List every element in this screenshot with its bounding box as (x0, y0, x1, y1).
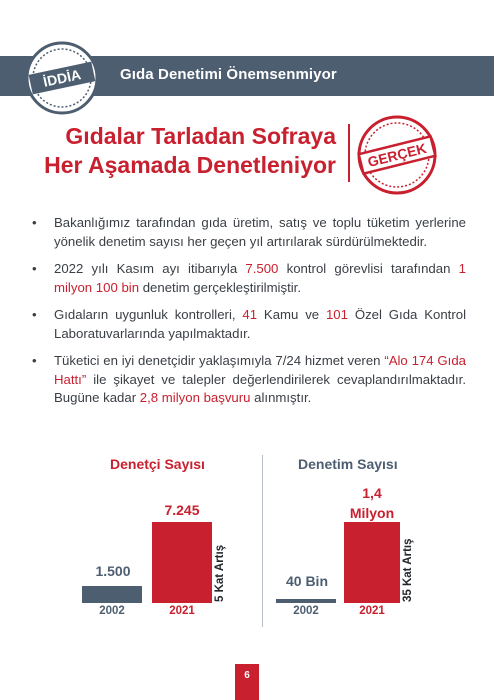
chart1-title: Denetçi Sayısı (110, 456, 205, 472)
highlight-inspectors: 7.500 (245, 261, 279, 276)
bullet-text: ile şikayet ve talepler değerlendirilerek cevaplandırılmaktadır. Bugüne kadar (54, 371, 466, 405)
chart-divider (262, 455, 263, 627)
bullet-text: 2022 yılı Kasım ayı itibarıyla (54, 261, 246, 276)
bullet-text: Özel Gıda Kontrol Laboratuvarlarında yapılmaktadır. (54, 307, 466, 341)
headline-line1: Gıdalar Tarladan Sofraya (65, 123, 336, 149)
bullet-item (30, 214, 466, 251)
headline (40, 122, 336, 180)
bullet-text: Tüketici en iyi denetçidir yaklaşımıyla 7/24 hizmet veren (54, 353, 385, 368)
bullet-item (30, 260, 466, 297)
bullet-text: Gıdaların uygunluk kontrolleri, (54, 307, 243, 322)
highlight-hotline: “Alo 174 Gıda Hattı” (54, 353, 466, 387)
bullet-text: denetim gerçekleştirilmiştir. (139, 279, 302, 295)
bullet-list (30, 214, 466, 417)
bullet-text: Kamu ve (257, 307, 326, 322)
chart2-increase-label: 35 Kat Artış (402, 538, 414, 602)
chart2-bar-2002 (276, 599, 336, 603)
highlight-public-labs: 41 (242, 307, 258, 322)
chart1-year-2021: 2021 (169, 605, 195, 617)
page-number: 6 (244, 670, 250, 681)
bullet-text: alınmıştır. (250, 390, 312, 405)
chart2-year-2002: 2002 (293, 605, 319, 617)
bullet-text: Bakanlığımız tarafından gıda üretim, satış ve toplu tüketim yerlerine yönelik denetim sayısı her geçen yıl artırılarak sürdürülmektedir. (54, 215, 466, 249)
highlight-inspections: 1 milyon 100 bin (54, 261, 466, 295)
chart1-bar-2002 (82, 586, 142, 603)
chart2-bar2-value-label: 1,4 Milyon (349, 485, 395, 521)
iddia-stamp-label: İDDİA (41, 66, 83, 90)
bullet-text: kontrol görevlisi tarafından (278, 261, 459, 276)
highlight-applications: 2,8 milyon başvuru (139, 390, 251, 405)
chart2-bar-2021 (344, 522, 400, 603)
highlight-private-labs: 101 (325, 307, 348, 322)
chart2-year-2021: 2021 (359, 605, 385, 617)
header-title: Gıda Denetimi Önemsenmiyor (120, 66, 337, 83)
bullet-item (30, 306, 466, 343)
chart1-year-2002: 2002 (99, 605, 125, 617)
gercek-stamp-label: GERÇEK (366, 139, 428, 171)
headline-line2: Her Aşamada Denetleniyor (44, 152, 336, 178)
headline-divider (348, 124, 350, 182)
chart1-bar2-value-label: 7.245 (164, 502, 200, 518)
chart1-bar1-value-label: 1.500 (95, 563, 131, 579)
bullet-item (30, 352, 466, 408)
chart1-increase-label: 5 Kat Artış (214, 544, 226, 602)
chart2-title: Denetim Sayısı (298, 456, 398, 472)
gercek-stamp-icon (354, 112, 440, 198)
chart1-bar-2021 (152, 522, 212, 603)
chart2-bar1-value-label: 40 Bin (285, 573, 328, 589)
iddia-stamp-icon (24, 40, 100, 116)
